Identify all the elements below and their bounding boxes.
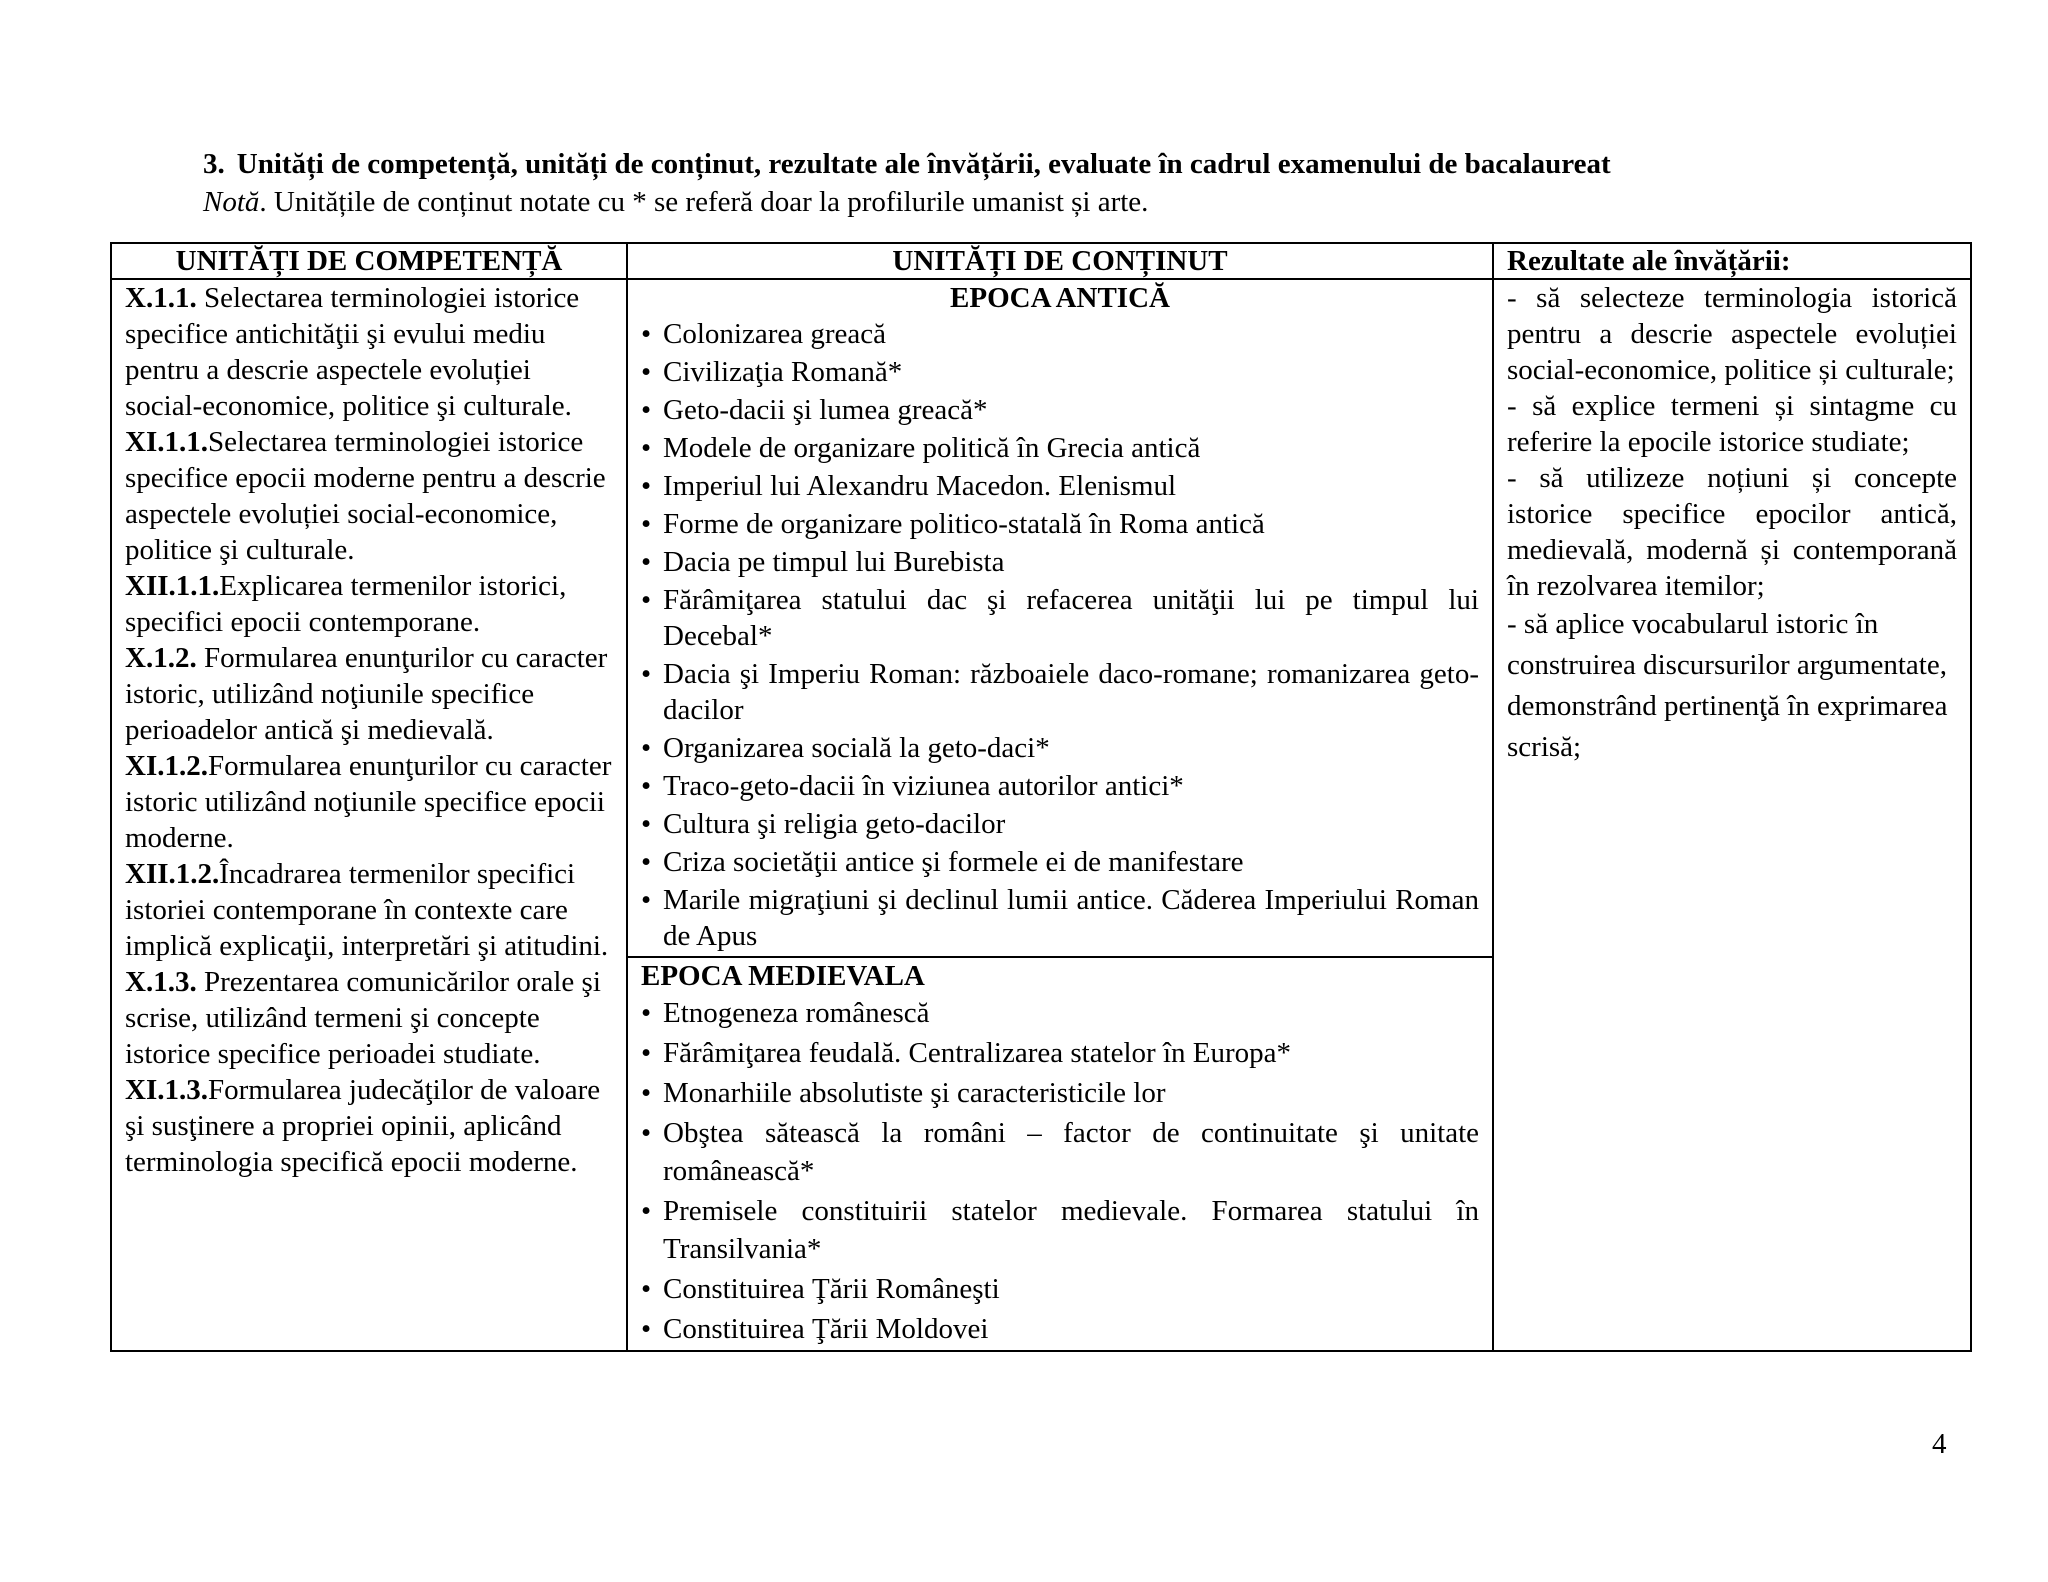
section-number: 3.	[203, 148, 225, 180]
header-continut: UNITĂȚI DE CONȚINUT	[627, 243, 1493, 279]
list-item: • Geto-dacii şi lumea greacă*	[641, 392, 1479, 428]
rezultat-item: - să explice termeni și sintagme cu referire la epocile istorice studiate;	[1507, 390, 1957, 458]
note	[203, 186, 1148, 219]
list-item: • Fărâmiţarea feudală. Centralizarea statelor în Europa*	[641, 1034, 1479, 1072]
rezultate-cell	[1493, 279, 1971, 1351]
list-item: • Etnogeneza românescă	[641, 994, 1479, 1032]
note-label: Notă	[203, 186, 260, 218]
competenta-item: X.1.1. Selectarea terminologiei istorice specifice antichităţii şi evului mediu pentru a descrie aspectele evoluției social-economice, politice şi culturale.	[125, 282, 580, 422]
epoca-medievala-title: EPOCA MEDIEVALA	[641, 960, 925, 992]
epoca-medievala-list	[641, 994, 1479, 1348]
list-item: • Cultura şi religia geto-dacilor	[641, 806, 1479, 842]
list-item: • Dacia pe timpul lui Burebista	[641, 544, 1479, 580]
epoca-antica-list	[641, 316, 1479, 954]
list-item: • Colonizarea greacă	[641, 316, 1479, 352]
competenta-item: XI.1.3.Formularea judecăţilor de valoare şi susţinere a propriei opinii, aplicând terminologia specifică epocii moderne.	[125, 1074, 601, 1178]
header-rezultate: Rezultate ale învățării:	[1493, 243, 1971, 279]
table-row	[111, 279, 1971, 957]
list-item: • Imperiul lui Alexandru Macedon. Elenismul	[641, 468, 1479, 504]
competenta-item: XII.1.1.Explicarea termenilor istorici, specifici epocii contemporane.	[125, 570, 567, 638]
list-item: • Forme de organizare politico-statală în Roma antică	[641, 506, 1479, 542]
competenta-item: XI.1.1.Selectarea terminologiei istorice specifice epocii moderne pentru a descrie aspectele evoluției social-economice, politice şi culturale.	[125, 426, 606, 566]
competente-cell	[111, 279, 627, 1351]
list-item: • Marile migraţiuni şi declinul lumii antice. Căderea Imperiului Roman de Apus	[641, 882, 1479, 954]
epoca-medievala-cell	[627, 957, 1493, 1351]
competenta-item: XII.1.2.Încadrarea termenilor specifici istoriei contemporane în contexte care implică explicaţii, interpretări şi atitudini.	[125, 858, 609, 962]
list-item: • Organizarea socială la geto-daci*	[641, 730, 1479, 766]
page-number: 4	[1932, 1428, 1947, 1460]
rezultat-item: - să selecteze terminologia istorică pentru a descrie aspectele evoluției social-economice, politice și culturale;	[1507, 282, 1957, 386]
list-item: • Criza societăţii antice şi formele ei de manifestare	[641, 844, 1479, 880]
rezultat-item: - să aplice vocabularul istoric în construirea discursurilor argumentate, demonstrând pertinenţă în exprimarea scrisă;	[1507, 608, 1948, 763]
list-item: • Constituirea Ţării Moldovei	[641, 1310, 1479, 1348]
list-item: • Modele de organizare politică în Grecia antică	[641, 430, 1479, 466]
rezultat-item: - să utilizeze noțiuni și concepte istorice specifice epocilor antică, medievală, modernă și contemporană în rezolvarea itemilor;	[1507, 462, 1957, 602]
table-header-row	[111, 243, 1971, 279]
competency-table	[110, 242, 1972, 1352]
list-item: • Traco-geto-dacii în viziunea autorilor antici*	[641, 768, 1479, 804]
list-item: • Monarhiile absolutiste şi caracteristicile lor	[641, 1074, 1479, 1112]
list-item: • Dacia şi Imperiu Roman: războaiele daco-romane; romanizarea geto-dacilor	[641, 656, 1479, 728]
epoca-antica-cell	[627, 279, 1493, 957]
header-competente: UNITĂȚI DE COMPETENȚĂ	[111, 243, 627, 279]
section-title: Unități de competență, unități de conținut, rezultate ale învățării, evaluate în cadrul examenului de bacalaureat	[236, 148, 1611, 180]
section-heading	[203, 148, 1611, 181]
list-item: • Obştea sătească la români – factor de continuitate şi unitate românească*	[641, 1114, 1479, 1190]
epoca-antica-title: EPOCA ANTICĂ	[950, 282, 1170, 314]
competenta-item: XI.1.2.Formularea enunţurilor cu caracter istoric utilizând noţiunile specifice epocii moderne.	[125, 750, 612, 854]
note-text: . Unitățile de conținut notate cu * se referă doar la profilurile umanist și arte.	[259, 186, 1149, 218]
list-item: • Civilizaţia Romană*	[641, 354, 1479, 390]
list-item: • Constituirea Ţării Româneşti	[641, 1270, 1479, 1308]
list-item: • Premisele constituirii statelor medievale. Formarea statului în Transilvania*	[641, 1192, 1479, 1268]
competenta-item: X.1.3. Prezentarea comunicărilor orale şi scrise, utilizând termeni şi concepte istorice specifice perioadei studiate.	[125, 966, 601, 1070]
list-item: • Fărâmiţarea statului dac şi refacerea unităţii lui pe timpul lui Decebal*	[641, 582, 1479, 654]
competenta-item: X.1.2. Formularea enunţurilor cu caracter istoric, utilizând noţiunile specifice perioadelor antică şi medievală.	[125, 642, 608, 746]
